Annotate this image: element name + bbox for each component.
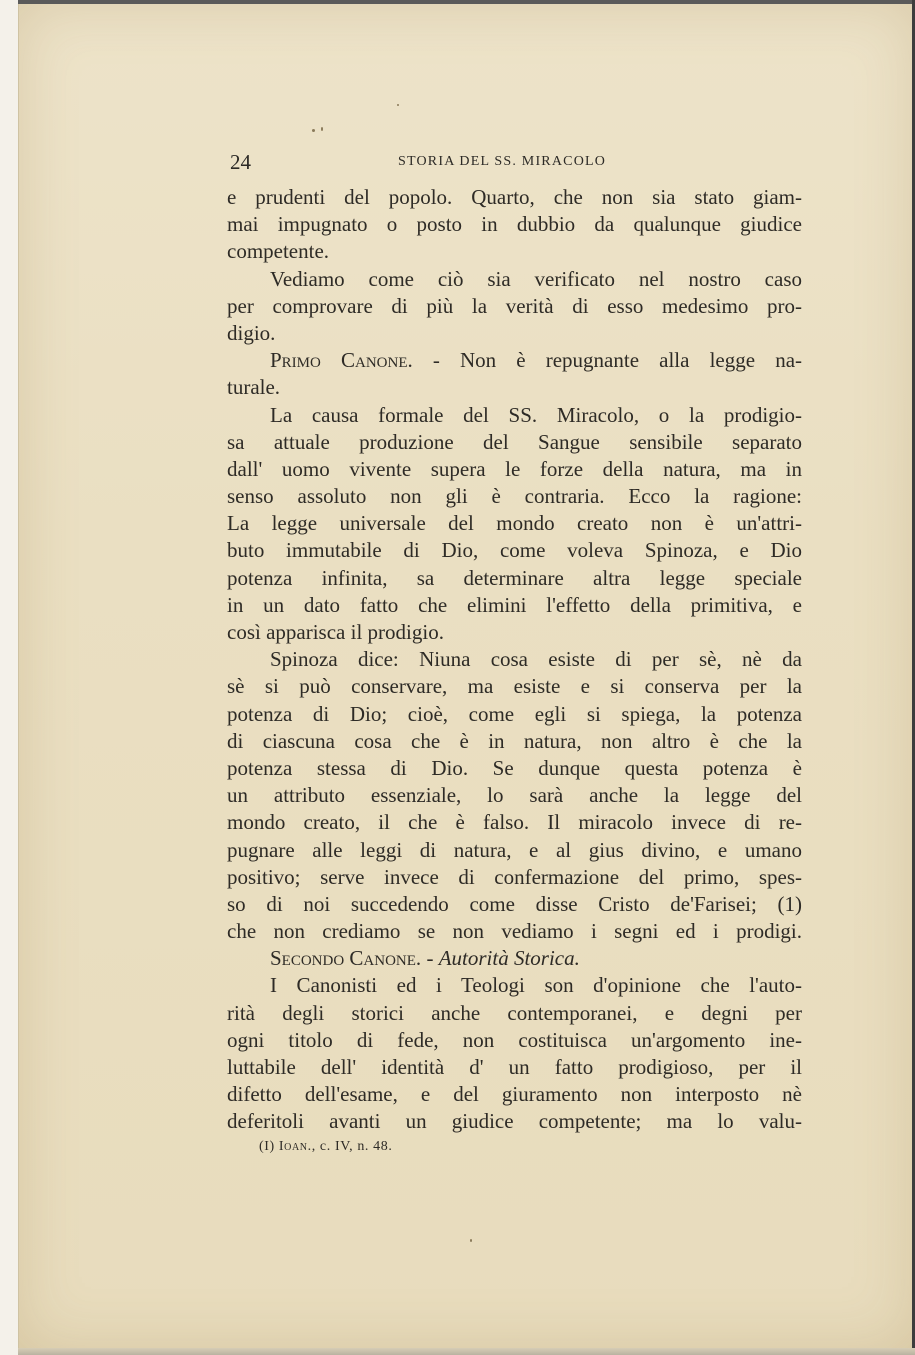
text-line: Vediamo come ciò sia verificato nel nostro caso [270, 266, 802, 291]
text-line-primo-canone [227, 347, 802, 374]
text-line: luttabile dell' identità d' un fatto prodigioso, per il [227, 1055, 802, 1079]
running-head: STORIA DEL SS. MIRACOLO [398, 154, 607, 169]
text-line: deferitoli avanti un giudice competente; ma lo valu- [227, 1109, 802, 1134]
canon-label-primo: Primo Canone. [270, 348, 413, 373]
footnote-author: Ioan. [278, 1139, 312, 1154]
paper-speck [397, 104, 399, 106]
text-line: mondo creato, il che è falso. Il miracolo invece di re- [227, 810, 802, 835]
text-line: pugnare alle leggi di natura, e al gius divino, e umano [227, 837, 802, 862]
text-line: sè si può conservare, ma esiste e si conserva per la [227, 674, 802, 699]
text-line: La causa formale del SS. Miracolo, o la prodigio- [270, 402, 802, 427]
text-line: turale. [227, 375, 281, 400]
text-line-secondo-canone [227, 945, 802, 972]
text-line: positivo; serve invece di confermazione del primo, spes- [227, 864, 802, 889]
text-line: digio. [227, 320, 276, 345]
footnote-reference: , c. IV, n. 48. [311, 1139, 393, 1154]
text-line-content: - Non è repugnante alla legge na- [432, 348, 803, 373]
text-line: potenza stessa di Dio. Se dunque questa potenza è [227, 755, 802, 780]
page-header [230, 150, 805, 174]
canon-label-secondo: Secondo Canone. [270, 946, 422, 971]
text-line: difetto dell'esame, e del giuramento non interposto nè [227, 1082, 802, 1107]
text-line: potenza infinita, sa determinare altra legge speciale [227, 565, 802, 590]
text-line: un attributo essenziale, lo sarà anche la legge del [227, 783, 802, 808]
text-line: dall' uomo vivente supera le forze della natura, ma in [227, 456, 802, 481]
text-line: potenza di Dio; cioè, come egli si spiega, la potenza [227, 701, 802, 726]
text-line: e prudenti del popolo. Quarto, che non sia stato giam- [227, 185, 802, 209]
text-line: Spinoza dice: Niuna cosa esiste di per sè, nè da [270, 647, 802, 672]
page-bottom-edge [18, 1348, 915, 1355]
text-line: di ciascuna cosa che è in natura, non altro è che la [227, 728, 802, 753]
body-text [227, 184, 802, 1136]
text-line-dash: - [426, 946, 434, 971]
page-number: 24 [230, 150, 251, 174]
text-line: in un dato fatto che elimini l'effetto della primitiva, e [227, 592, 802, 617]
text-line: che non crediamo se non vediamo i segni ed i prodigi. [227, 919, 802, 944]
text-line: La legge universale del mondo creato non è un'attri- [227, 511, 802, 536]
text-line: buto immutabile di Dio, come voleva Spinoza, e Dio [227, 538, 802, 563]
paper-speck [321, 127, 323, 131]
footnote-marker: (I) [259, 1139, 275, 1154]
paper-speck [312, 129, 315, 132]
text-line: sa attuale produzione del Sangue sensibile separato [227, 429, 802, 454]
text-line: competente. [227, 239, 330, 264]
text-line: so di noi succedendo come disse Cristo de'Farisei; (1) [227, 891, 802, 916]
text-line: rità degli storici anche contemporanei, e degni per [227, 1000, 802, 1025]
text-line: per comprovare di più la verità di esso medesimo pro- [227, 293, 802, 318]
text-line: ogni titolo di fede, non costituisca un'argomento ine- [227, 1027, 802, 1052]
paper-speck [470, 1239, 472, 1242]
text-line: mai impugnato o posto in dubbio da qualunque giudice [227, 212, 802, 237]
text-line: I Canonisti ed i Teologi son d'opinione che l'auto- [270, 973, 802, 998]
footnote [259, 1139, 392, 1155]
text-line: così apparisca il prodigio. [227, 620, 444, 644]
text-line: senso assoluto non gli è contraria. Ecco la ragione: [227, 484, 802, 509]
canon-title-secondo: Autorità Storica. [438, 946, 580, 971]
